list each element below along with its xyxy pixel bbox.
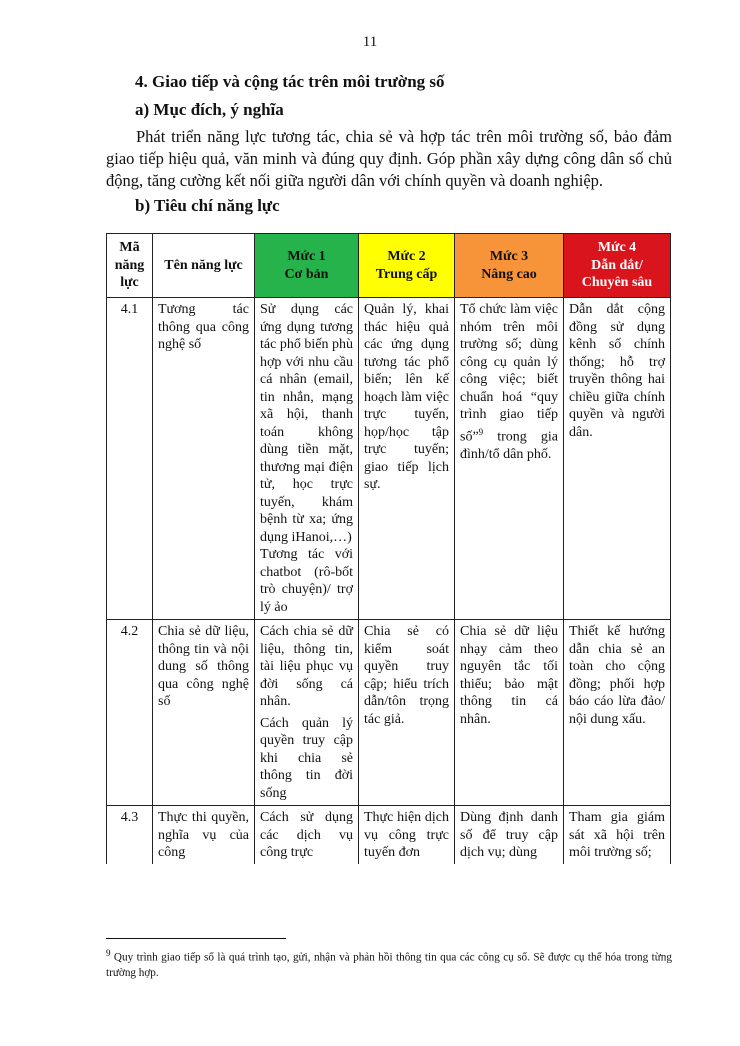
row-level-2-text: Thực hiện dịch vụ công trực tuyến đơn [364,810,449,860]
header-level-3 [455,234,564,298]
header-level-3-title: Mức 3 [489,249,529,264]
row-level-2: Quản lý, khai thác hiệu quả các ứng dụng tương tác phổ biến; lên kế hoạch làm việc trực tuyến, họp/học tập trực tuyến; giao tiếp lịch sự. [359,298,455,620]
header-level-1-subtitle: Cơ bản [284,266,329,282]
subsection-purpose-heading: a) Mục đích, ý nghĩa [135,100,284,119]
header-level-2-title: Mức 2 [387,249,426,264]
row-competency-name: Chia sẻ dữ liệu, thông tin và nội dung số thông qua công nghệ số [153,620,255,806]
row-competency-name: Tương tác thông qua công nghệ số [153,298,255,620]
header-name: Tên năng lực [153,234,255,298]
row-level-2: Chia sẻ có kiểm soát quyền truy cập; hiểu trích dẫn/tôn trọng tác giả. [359,620,455,806]
table-row [107,620,671,806]
footnote-reference: 9 [478,426,484,437]
table-header-row [107,234,671,298]
row-code: 4.2 [107,620,153,806]
row-level-3: Chia sẻ dữ liệu nhạy cảm theo nguyên tắc tối thiểu; bảo mật thông tin cá nhân. [455,620,564,806]
row-code: 4.1 [107,298,153,620]
row-level-1-text: Cách sử dụng các dịch vụ công trực [260,810,353,860]
row-level-4 [564,806,671,865]
row-code-text: 4.3 [120,810,139,825]
header-level-4-title: Mức 4 [597,240,637,256]
row-level-3-text-tail: trong gia đình/tổ dân phố. [460,429,558,462]
footnote-text: Quy trình giao tiếp số là quá trình tạo, gửi, nhận và phản hồi thông tin qua các công cụ số. Sẽ được cụ thể hóa trong từng trường hợp. [106,951,672,979]
row-competency-name-text: Thực thi quyền, nghĩa vụ của công [158,810,249,860]
row-competency-name [153,806,255,865]
row-level-1-text-extra: Cách quản lý quyền truy cập khi chia sẻ thông tin đời sống [260,715,353,801]
footnote-divider [106,938,286,939]
row-code [107,806,153,865]
row-level-4: Dẫn dắt cộng đồng sử dụng kênh số chính thống; hỗ trợ truyền thông hai chiều giữa chính quyền và người dân. [564,298,671,620]
row-level-1-text: Cách chia sẻ dữ liệu, thông tin, tài liệu phục vụ đời sống cá nhân. [260,624,353,709]
row-level-3 [455,298,564,620]
header-code: Mã năng lực [107,234,153,298]
row-level-1 [255,806,359,865]
row-level-1-text: Sử dụng các ứng dụng tương tác phổ biến phù hợp với nhu cầu cá nhân (email, tin nhắn, mạng xã hội, thanh toán không dùng tiền mặt, thương mại điện tử, học trực tuyến, khám bệnh từ xa; ứng dụng iHanoi,…) [260,302,353,545]
page-number: 11 [362,34,378,50]
row-level-4: Thiết kế hướng dẫn chia sẻ an toàn cho cộng đồng; phối hợp báo cáo lừa đảo/ nội dung xấu. [564,620,671,806]
header-level-1-title: Mức 1 [287,249,326,264]
competency-criteria-table [106,233,671,864]
footnote-mark: 9 [106,948,111,958]
row-level-3 [455,806,564,865]
row-level-3-text: Tổ chức làm việc nhóm trên môi trường số; dùng công cụ quản lý công việc; biết chuẩn hoá “quy trình giao tiếp số” [460,302,558,445]
header-level-3-subtitle: Nâng cao [481,266,537,282]
table-row [107,806,671,865]
subsection-criteria-heading: b) Tiêu chí năng lực [135,196,280,215]
header-level-4 [564,234,671,298]
header-level-2-subtitle: Trung cấp [375,266,438,282]
row-level-1-text-extra: Tương tác với chatbot (rô-bốt trò chuyện)/ trợ lý ảo [260,547,353,615]
row-level-2 [359,806,455,865]
header-level-4-subtitle: Dẫn dắt/ Chuyên sâu [581,257,653,291]
row-level-1 [255,620,359,806]
purpose-paragraph: Phát triển năng lực tương tác, chia sẻ và hợp tác trên môi trường số, bảo đảm giao tiếp hiệu quả, văn minh và đúng quy định. Góp phần xây dựng công dân số chủ động, tăng cường kết nối giữa người dân với chính quyền và doanh nghiệp. [106,127,672,190]
section-title: 4. Giao tiếp và cộng tác trên môi trường số [135,72,445,91]
table-row [107,298,671,620]
row-level-3-text: Dùng định danh số để truy cập dịch vụ; dùng [460,810,558,860]
header-level-1 [255,234,359,298]
row-level-4-text: Tham gia giám sát xã hội trên môi trường số; [569,810,665,860]
row-level-1 [255,298,359,620]
footnote [106,946,672,981]
header-level-2 [359,234,455,298]
